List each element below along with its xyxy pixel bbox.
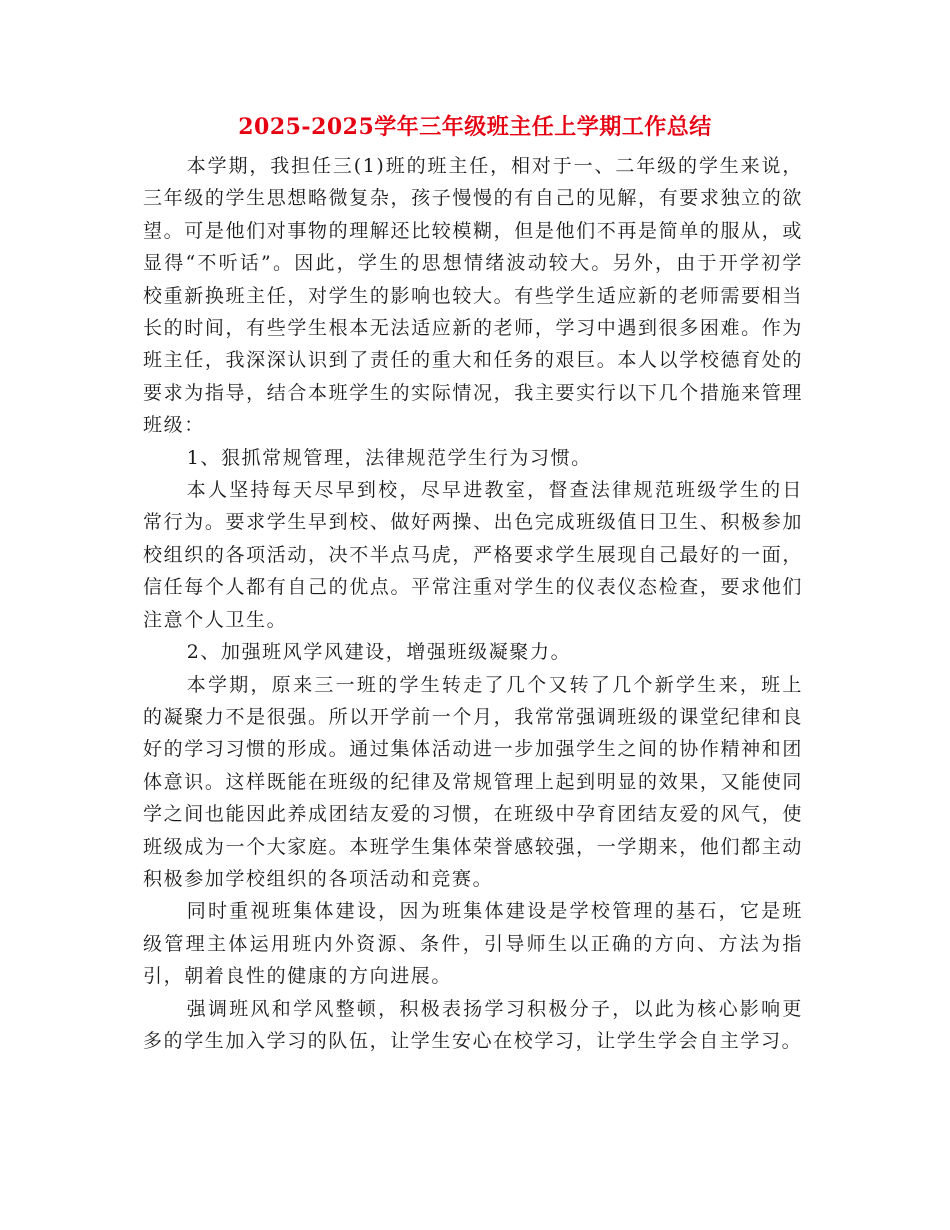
document-body	[143, 150, 803, 1057]
document-title: 2025-2025学年三年级班主任上学期工作总结	[238, 114, 712, 140]
paragraph-routine-management: 本人坚持每天尽早到校，尽早进教室，督查法律规范班级学生的日常行为。要求学生早到校、做好两操、出色完成班级值日卫生、积极参加校组织的各项活动，决不半点马虎，严格要求学生展现自己最好的一面，信任每个人都有自己的优点。平常注重对学生的仪表仪态检查，要求他们注意个人卫生。	[143, 479, 803, 631]
paragraph-heading-1: 1、狠抓常规管理，法律规范学生行为习惯。	[186, 446, 592, 469]
paragraph-class-cohesion: 本学期，原来三一班的学生转走了几个又转了几个新学生来，班上的凝聚力不是很强。所以开学前一个月，我常常强调班级的课堂纪律和良好的学习习惯的形成。通过集体活动进一步加强学生之间的协作精神和团体意识。这样既能在班级的纪律及常规管理上起到明显的效果，又能使同学之间也能因此养成团结友爱的习惯，在班级中孕育团结友爱的风气，使班级成为一个大家庭。本班学生集体荣誉感较强，一学期来，他们都主动积极参加学校组织的各项活动和竞赛。	[143, 673, 803, 890]
paragraph-study-atmosphere: 强调班风和学风整顿，积极表扬学习积极分子，以此为核心影响更多的学生加入学习的队伍，让学生安心在校学习，让学生学会自主学习。	[143, 997, 803, 1052]
paragraph-heading-2: 2、加强班风学风建设，增强班级凝聚力。	[186, 641, 572, 664]
paragraph-intro: 本学期，我担任三(1)班的班主任，相对于一、二年级的学生来说，三年级的学生思想略微复杂，孩子慢慢的有自己的见解，有要求独立的欲望。可是他们对事物的理解还比较模糊，但是他们不再是简单的服从，或显得“不听话”。因此，学生的思想情绪波动较大。另外，由于开学初学校重新换班主任，对学生的影响也较大。有些学生适应新的老师需要相当长的时间，有些学生根本无法适应新的老师，学习中遇到很多困难。作为班主任，我深深认识到了责任的重大和任务的艰巨。本人以学校德育处的要求为指导，结合本班学生的实际情况，我主要实行以下几个措施来管理班级：	[143, 155, 803, 437]
paragraph-collective-building: 同时重视班集体建设，因为班集体建设是学校管理的基石，它是班级管理主体运用班内外资源、条件，引导师生以正确的方向、方法为指引，朝着良性的健康的方向进展。	[143, 900, 803, 988]
